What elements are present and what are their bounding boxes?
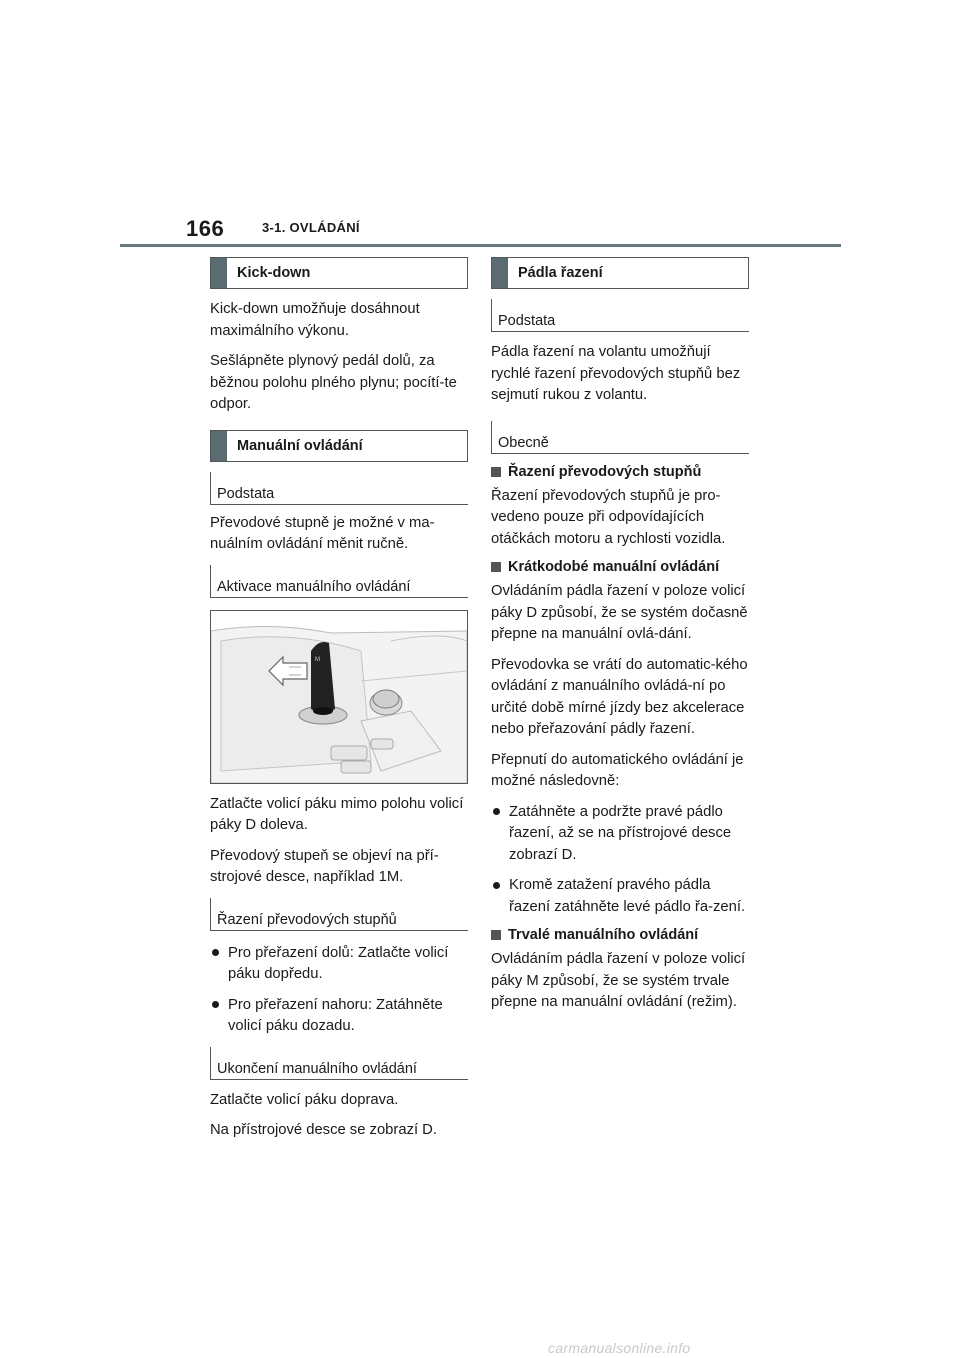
paragraph: Kick-down umožňuje dosáhnout maximálního výkonu. (210, 301, 420, 339)
bullet-icon (491, 802, 509, 867)
left-column (210, 257, 468, 1151)
section-heading-kickdown (210, 257, 468, 289)
paragraph: Převodový stupeň se objeví na pří-strojové desce, například 1M. (210, 847, 439, 885)
watermark: carmanualsonline.info (548, 1340, 691, 1356)
list-item: Kromě zatažení pravého pádla řazení zatáhněte levé pádlo řa-zení. (491, 875, 749, 918)
bullet-icon (210, 995, 228, 1038)
list-item: Pro přeřazení dolů: Zatlačte volicí páku dopředu. (210, 943, 468, 986)
paragraph: Zatlačte volicí páku mimo polohu volicí páky D doleva. (210, 795, 464, 833)
section-heading-text: Kick-down (237, 265, 311, 281)
header-rule (120, 244, 841, 247)
topic-heading: Trvalé manuálního ovládání (491, 927, 749, 943)
paragraph: Ovládáním pádla řazení v poloze volicí páky D způsobí, že se systém dočasně přepne na manuální ovlá-dání. (491, 583, 748, 642)
list-item: Zatáhněte a podržte pravé pádlo řazení, až se na přístrojové desce zobrazí D. (491, 802, 749, 867)
square-bullet-icon (491, 930, 501, 940)
subheading-activation: Aktivace manuálního ovládání (210, 565, 468, 598)
section-heading-text: Pádla řazení (518, 265, 603, 281)
subheading-principle: Podstata (491, 299, 749, 332)
subheading-end: Ukončení manuálního ovládání (210, 1047, 468, 1080)
paragraph: Zatlačte volicí páku doprava. (210, 1091, 399, 1108)
paragraph: Řazení převodových stupňů je pro-vedeno pouze při odpovídajících otáčkách motoru a rychlosti vozidla. (491, 487, 726, 547)
gear-selector-drawing (211, 611, 467, 783)
chapter-title: 3-1. OVLÁDÁNÍ (262, 220, 360, 235)
square-bullet-icon (491, 467, 501, 477)
subheading-general: Obecně (491, 421, 749, 454)
svg-text:M: M (315, 656, 320, 663)
page-number: 166 (186, 216, 225, 241)
section-heading-paddles (491, 257, 749, 289)
paragraph: Ovládáním pádla řazení v poloze volicí páky M způsobí, že se systém trvale přepne na manuální ovládání (režim). (491, 951, 746, 1010)
section-heading-text: Manuální ovládání (237, 437, 363, 454)
paragraph: Na přístrojové desce se zobrazí D. (210, 1122, 437, 1138)
paragraph: Sešlápněte plynový pedál dolů, za běžnou polohu plného plynu; pocítí-te odpor. (210, 353, 457, 412)
topic-heading: Krátkodobé manuální ovládání (491, 559, 749, 575)
paragraph: Převodovka se vrátí do automatic-kého ovládání z manuálního ovládá-ní po určité době mírné jízdy bez akcelerace nebo přeřazování pádly řazení. (491, 656, 748, 737)
bullet-icon (491, 875, 509, 918)
section-heading-manual (210, 430, 468, 462)
topic-heading: Řazení převodových stupňů (491, 464, 749, 480)
list-item: Pro přeřazení nahoru: Zatáhněte volicí páku dozadu. (210, 995, 468, 1038)
paragraph: Převodové stupně je možné v ma-nuálním ovládání měnit ručně. (210, 514, 435, 552)
subheading-principle: Podstata (210, 472, 468, 505)
square-bullet-icon (491, 562, 501, 572)
right-column (491, 257, 749, 1023)
gear-selector-illustration (210, 610, 468, 784)
subheading-shifting: Řazení převodových stupňů (210, 898, 468, 931)
paragraph: Přepnutí do automatického ovládání je možné následovně: (491, 751, 744, 789)
bullet-icon (210, 943, 228, 986)
paragraph: Pádla řazení na volantu umožňují rychlé řazení převodových stupňů bez sejmutí rukou z volantu. (491, 344, 741, 403)
